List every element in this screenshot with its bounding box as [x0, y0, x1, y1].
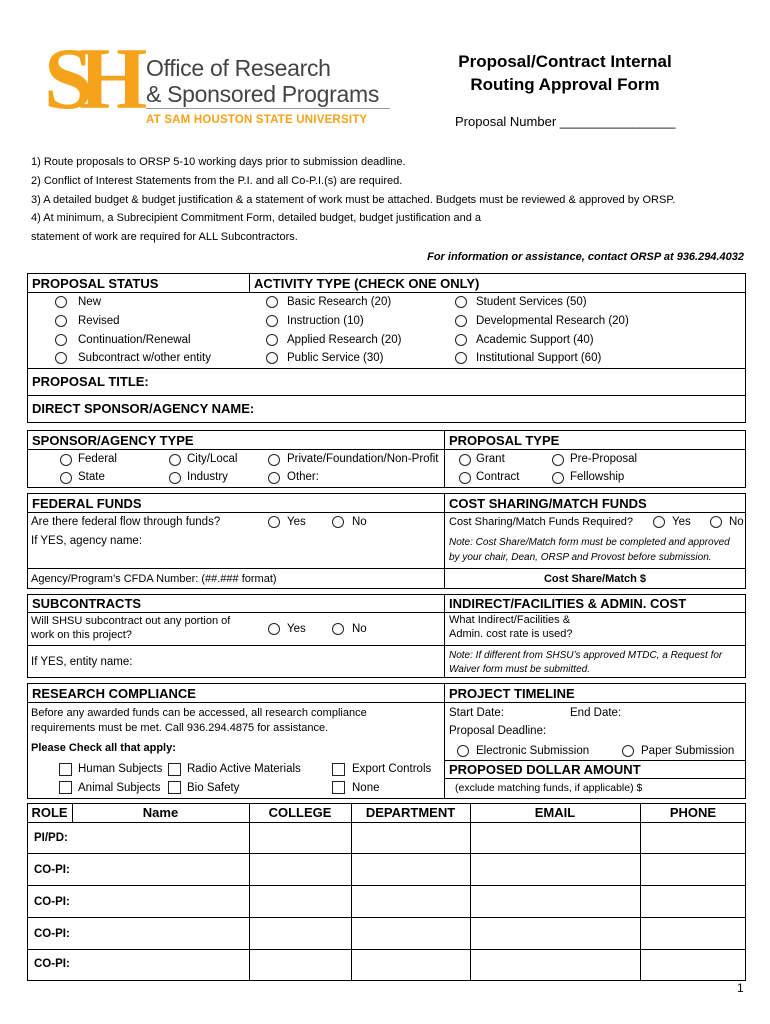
human-subjects-label: Human Subjects [78, 763, 163, 775]
cost-sharing-yes-radio[interactable] [653, 516, 665, 528]
activity-developmental-research-label: Developmental Research (20) [476, 315, 629, 327]
activity-academic-support-label: Academic Support (40) [476, 334, 594, 346]
ptype-grant-radio[interactable] [459, 454, 471, 466]
status-new-label: New [78, 296, 102, 308]
subcontract-yes-label: Yes [287, 623, 306, 635]
status-revised-label: Revised [78, 315, 120, 327]
org-name-line3: AT SAM HOUSTON STATE UNIVERSITY [146, 114, 368, 126]
federal-funds-header: FEDERAL FUNDS [32, 496, 142, 511]
cost-sharing-yes-label: Yes [672, 516, 691, 528]
subcontract-question-2: work on this project? [31, 629, 132, 641]
bio-safety-label: Bio Safety [187, 782, 240, 794]
subcontract-yes-radio[interactable] [268, 623, 280, 635]
indirect-note-2: Waiver form must be submitted. [449, 664, 590, 675]
radioactive-label: Radio Active Materials [187, 763, 301, 775]
row-role-copi-1: CO-PI: [34, 864, 70, 876]
status-revised-radio[interactable] [55, 315, 67, 327]
col-college-header: COLLEGE [268, 805, 332, 820]
activity-institutional-support-radio[interactable] [455, 352, 467, 364]
indirect-question-1: What Indirect/Facilities & [449, 614, 571, 626]
cost-sharing-no-radio[interactable] [710, 516, 722, 528]
status-subcontract-label: Subcontract w/other entity [78, 352, 211, 364]
col-role-header: ROLE [31, 805, 68, 820]
row-role-copi-2: CO-PI: [34, 896, 70, 908]
col-phone-header: PHONE [669, 805, 717, 820]
sponsor-federal-label: Federal [78, 453, 117, 465]
bio-safety-checkbox[interactable] [168, 781, 181, 794]
subcontracts-header: SUBCONTRACTS [32, 596, 142, 611]
dollar-amount-header: PROPOSED DOLLAR AMOUNT [449, 762, 641, 777]
activity-student-services-radio[interactable] [455, 296, 467, 308]
none-label: None [352, 782, 380, 794]
form-title-line2: Routing Approval Form [470, 75, 660, 94]
page-number: 1 [737, 981, 744, 995]
paper-submission-label: Paper Submission [641, 745, 735, 757]
activity-student-services-label: Student Services (50) [476, 296, 587, 308]
subcontract-question-1: Will SHSU subcontract out any portion of [31, 615, 231, 627]
org-name-line1: Office of Research [146, 55, 331, 81]
col-department-header: DEPARTMENT [365, 805, 456, 820]
cost-sharing-question: Cost Sharing/Match Funds Required? [449, 516, 634, 528]
activity-applied-research-label: Applied Research (20) [287, 334, 402, 346]
subcontract-no-label: No [352, 623, 367, 635]
start-date-label: Start Date: [449, 707, 504, 719]
sponsor-federal-radio[interactable] [60, 454, 72, 466]
activity-developmental-research-radio[interactable] [455, 315, 467, 327]
instruction-5: statement of work are required for ALL Subcontractors. [31, 231, 298, 243]
compliance-text-2: requirements must be met. Call 936.294.4875 for assistance. [31, 722, 329, 734]
federal-no-label: No [352, 516, 367, 528]
cfda-label: Agency/Program’s CFDA Number: (##.### format) [31, 573, 277, 585]
subcontract-entity-label: If YES, entity name: [31, 656, 133, 668]
compliance-text-1: Before any awarded funds can be accessed, all research compliance [31, 707, 367, 719]
proposal-type-header: PROPOSAL TYPE [449, 433, 560, 448]
sponsor-other-radio[interactable] [268, 472, 280, 484]
research-compliance-header: RESEARCH COMPLIANCE [32, 686, 196, 701]
activity-basic-research-radio[interactable] [266, 296, 278, 308]
paper-submission-radio[interactable] [622, 745, 634, 757]
proposal-title-label: PROPOSAL TITLE: [32, 374, 149, 389]
row-role-pi: PI/PD: [34, 832, 68, 844]
ptype-fellowship-label: Fellowship [570, 471, 625, 483]
form-title-line1: Proposal/Contract Internal [458, 52, 672, 71]
end-date-label: End Date: [570, 707, 622, 719]
cost-sharing-note-2: by your chair, Dean, ORSP and Provost before submission. [449, 552, 712, 563]
federal-no-radio[interactable] [332, 516, 344, 528]
proposal-deadline-label: Proposal Deadline: [449, 725, 547, 737]
row-role-copi-3: CO-PI: [34, 928, 70, 940]
col-email-header: EMAIL [534, 805, 576, 820]
project-timeline-header: PROJECT TIMELINE [449, 686, 575, 701]
indirect-note-1: Note: If different from SHSU’s approved MTDC, a Request for [449, 650, 723, 661]
cost-sharing-note-1: Note: Cost Share/Match form must be completed and approved [449, 537, 730, 548]
status-subcontract-radio[interactable] [55, 352, 67, 364]
ptype-preproposal-label: Pre-Proposal [570, 453, 638, 465]
status-continuation-radio[interactable] [55, 334, 67, 346]
sponsor-industry-label: Industry [187, 471, 228, 483]
electronic-submission-label: Electronic Submission [476, 745, 590, 757]
sponsor-city-label: City/Local [187, 453, 238, 465]
org-name-line2: & Sponsored Programs [146, 81, 380, 107]
indirect-question-2: Admin. cost rate is used? [449, 628, 573, 640]
direct-sponsor-label: DIRECT SPONSOR/AGENCY NAME: [32, 401, 255, 416]
ptype-fellowship-radio[interactable] [552, 472, 564, 484]
export-controls-label: Export Controls [352, 763, 432, 775]
row-role-copi-4: CO-PI: [34, 958, 70, 970]
federal-funds-question: Are there federal flow through funds? [31, 516, 221, 528]
activity-basic-research-label: Basic Research (20) [287, 296, 392, 308]
check-all-label: Please Check all that apply: [31, 742, 176, 754]
export-controls-checkbox[interactable] [332, 763, 345, 776]
activity-instruction-radio[interactable] [266, 315, 278, 327]
proposal-number-field[interactable]: Proposal Number ________________ [455, 114, 676, 129]
instruction-1: 1) Route proposals to ORSP 5-10 working days prior to submission deadline. [31, 156, 406, 168]
federal-yes-label: Yes [287, 516, 306, 528]
ptype-contract-radio[interactable] [459, 472, 471, 484]
activity-academic-support-radio[interactable] [455, 334, 467, 346]
electronic-submission-radio[interactable] [457, 745, 469, 757]
shsu-logo-letters: SH [44, 31, 134, 128]
contact-line: For information or assistance, contact ORSP at 936.294.4032 [427, 251, 744, 263]
cost-share-amount-label: Cost Share/Match $ [543, 573, 647, 585]
activity-type-header: ACTIVITY TYPE (CHECK ONE ONLY) [254, 276, 480, 291]
col-name-header: Name [142, 805, 179, 820]
activity-public-service-radio[interactable] [266, 352, 278, 364]
cost-sharing-header: COST SHARING/MATCH FUNDS [449, 496, 647, 511]
activity-instruction-label: Instruction (10) [287, 315, 364, 327]
sponsor-state-radio[interactable] [60, 472, 72, 484]
activity-public-service-label: Public Service (30) [287, 352, 384, 364]
animal-subjects-label: Animal Subjects [78, 782, 161, 794]
none-checkbox[interactable] [332, 781, 345, 794]
ptype-grant-label: Grant [476, 453, 505, 465]
instruction-3: 3) A detailed budget & budget justification & a statement of work must be attached. Budgets must be reviewed & approved by ORSP. [31, 194, 676, 206]
federal-agency-label: If YES, agency name: [31, 535, 143, 547]
sponsor-type-header: SPONSOR/AGENCY TYPE [32, 433, 194, 448]
proposal-status-header: PROPOSAL STATUS [32, 276, 159, 291]
instruction-2: 2) Conflict of Interest Statements from the P.I. and all Co-P.I.(s) are required. [31, 175, 403, 187]
activity-institutional-support-label: Institutional Support (60) [476, 352, 602, 364]
status-new-radio[interactable] [55, 296, 67, 308]
animal-subjects-checkbox[interactable] [59, 781, 72, 794]
sponsor-other-label: Other: [287, 471, 319, 483]
ptype-contract-label: Contract [476, 471, 520, 483]
org-divider [146, 108, 390, 109]
personnel-table [27, 803, 746, 981]
human-subjects-checkbox[interactable] [59, 763, 72, 776]
ptype-preproposal-radio[interactable] [552, 454, 564, 466]
cost-sharing-no-label: No [729, 516, 744, 528]
indirect-header: INDIRECT/FACILITIES & ADMIN. COST [449, 596, 687, 611]
sponsor-private-radio[interactable] [268, 454, 280, 466]
sponsor-industry-radio[interactable] [169, 472, 181, 484]
federal-yes-radio[interactable] [268, 516, 280, 528]
activity-applied-research-radio[interactable] [266, 334, 278, 346]
sponsor-state-label: State [78, 471, 105, 483]
dollar-amount-text: (exclude matching funds, if applicable) $ [455, 782, 643, 794]
sponsor-city-radio[interactable] [169, 454, 181, 466]
subcontract-no-radio[interactable] [332, 623, 344, 635]
status-continuation-label: Continuation/Renewal [78, 334, 191, 346]
sponsor-private-label: Private/Foundation/Non-Profit [287, 453, 439, 465]
radioactive-checkbox[interactable] [168, 763, 181, 776]
instruction-4: 4) At minimum, a Subrecipient Commitment Form, detailed budget, budget justification and a [31, 212, 482, 224]
